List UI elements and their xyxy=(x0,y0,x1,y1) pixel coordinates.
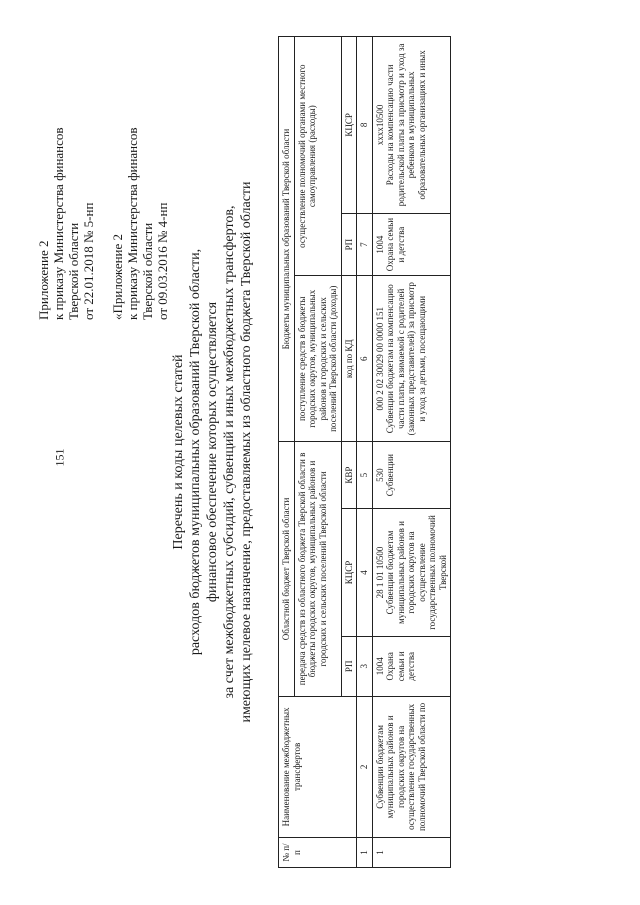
kvr-name: Субвенции xyxy=(385,454,395,497)
kd-name: Субвенции бюджетам на компенсацию части платы, взимаемой с родителей (законных представителей) за присмотр и уход за детьми, посещающими xyxy=(385,282,427,436)
appendix-line: от 09.03.2016 № 4-нп xyxy=(155,202,170,320)
col-num: 3 xyxy=(357,636,373,696)
appendix-line: к приказу Министерства финансов xyxy=(125,127,140,320)
table-row xyxy=(372,37,451,868)
col-num: 1 xyxy=(357,838,373,868)
title-line: имеющих целевое назначение, предоставляемых из областного бюджета Тверской области xyxy=(239,181,254,723)
appendix-line: «Приложение 2 xyxy=(110,233,125,320)
title-line: расходов бюджетов муниципальных образований Тверской области, xyxy=(188,248,203,656)
header-municipal: Бюджеты муниципальных образований Тверской области xyxy=(279,37,295,442)
rp2-name: Охрана семьи и детства xyxy=(385,217,406,272)
kvr-code: 530 xyxy=(374,468,385,482)
row-rp2 xyxy=(372,213,451,276)
col-num: 6 xyxy=(357,276,373,442)
row-kd xyxy=(372,276,451,442)
header-kcsr: КЦСР xyxy=(341,509,357,637)
rp-code: 1004 xyxy=(374,657,385,676)
header-income: поступление средств в бюджеты городских округов, муниципальных районов и городских и сельских поселений Тверской области (доходы) xyxy=(294,276,341,442)
header-kcsr2: КЦСР xyxy=(341,37,357,214)
appendix-line: от 22.01.2018 № 5-нп xyxy=(81,202,96,320)
kcsr2-code: xxxx10500 xyxy=(374,104,385,146)
col-num: 7 xyxy=(357,213,373,276)
rp-name: Охрана семьи и детства xyxy=(385,651,416,682)
appendix-block xyxy=(36,40,170,320)
rp2-code: 1004 xyxy=(374,235,385,254)
col-num: 2 xyxy=(357,696,373,837)
kd-code: 000 2 02 30029 00 0000 151 xyxy=(374,307,385,411)
title-line: Перечень и коды целевых статей xyxy=(171,354,186,550)
row-no: 1 xyxy=(372,838,451,868)
header-name: Наименование межбюджетных трансфертов xyxy=(279,696,357,837)
col-num: 8 xyxy=(357,37,373,214)
col-num: 5 xyxy=(357,442,373,509)
kcsr2-name: Расходы на компенсацию части родительской платы за присмотр и уход за ребенком в муниципальных образовательных организациях и иных xyxy=(385,43,427,207)
kcsr-code: 28 1 01 10500 xyxy=(374,546,385,599)
appendix-line: Тверской области xyxy=(140,222,155,320)
row-kvr xyxy=(372,442,451,509)
appendix-line: Тверской области xyxy=(66,222,81,320)
header-kd: код по КД xyxy=(341,276,357,442)
header-expense: осуществление полномочий органами местного самоуправления (расходы) xyxy=(294,37,341,276)
header-regional-sub: передача средств из областного бюджета Тверской области в бюджеты городских округов, муниципальных районов и городских и сельских поселений Тверской области xyxy=(294,442,341,697)
header-no: № п/п xyxy=(279,838,357,868)
title-line: за счет межбюджетных субсидий, субвенций и иных межбюджетных трансфертов, xyxy=(222,205,237,699)
row-rp xyxy=(372,636,451,696)
kcsr-name: Субвенции бюджетам муниципальных районов и городских округов на осуществление государственных полномочий Тверской xyxy=(385,515,448,630)
header-kvr: КВР xyxy=(341,442,357,509)
title-line: финансовое обеспечение которых осуществляется xyxy=(205,301,220,603)
appendix-line: к приказу Министерства финансов xyxy=(51,127,66,320)
header-rp: РП xyxy=(341,636,357,696)
header-rp2: РП xyxy=(341,213,357,276)
rotated-document-sheet xyxy=(20,22,620,882)
column-number-row xyxy=(357,37,373,868)
row-kcsr xyxy=(372,509,451,637)
page-number: 151 xyxy=(52,448,67,467)
col-num: 4 xyxy=(357,509,373,637)
header-regional: Областной бюджет Тверской области xyxy=(279,442,295,697)
row-kcsr2 xyxy=(372,37,451,214)
row-name: Субвенции бюджетам муниципальных районов и городских округов на осуществление государственных полномочий Тверской области по xyxy=(372,696,451,837)
targets-table xyxy=(278,36,451,868)
document-title xyxy=(170,82,255,822)
appendix-line: Приложение 2 xyxy=(36,240,51,320)
